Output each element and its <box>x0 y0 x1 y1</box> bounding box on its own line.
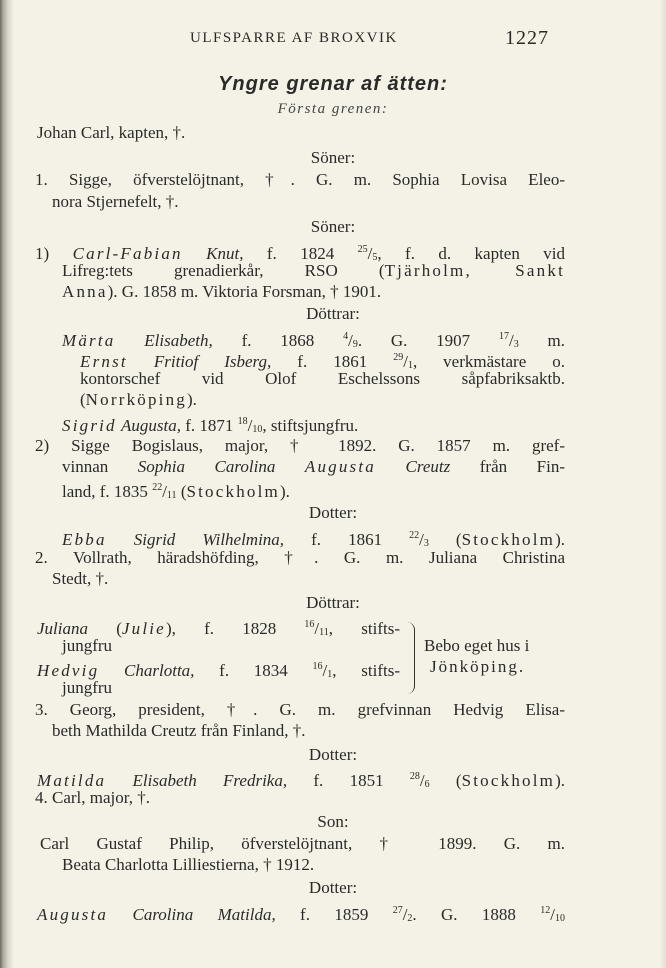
text-segment: Tjärholm, Sankt <box>384 261 566 280</box>
text-line <box>80 390 197 410</box>
section-heading <box>0 593 666 613</box>
text-segment: land, f. 1835 <box>62 482 153 501</box>
text-segment: Anna <box>62 282 108 301</box>
text-segment: Son: <box>317 812 349 831</box>
text-segment <box>107 530 134 549</box>
text-segment: / <box>403 352 408 371</box>
text-line <box>52 192 179 212</box>
text-segment: Beata Charlotta Lilliestierna, † 1912. <box>62 855 315 874</box>
text-segment: / <box>367 244 373 263</box>
text-line <box>80 369 565 389</box>
text-segment: Hedvig <box>37 661 100 680</box>
text-segment: ). <box>279 482 290 501</box>
text-segment: Sigrid Wilhelmina, <box>133 530 285 549</box>
date-fraction: 11 <box>166 490 177 501</box>
text-segment: Ernst <box>80 352 128 371</box>
text-segment: Sophia Carolina <box>137 457 276 476</box>
text-line <box>35 436 565 456</box>
side-note-line-1: Bebo eget hus i <box>424 636 530 655</box>
text-segment: f. 1834 <box>194 661 313 680</box>
section-heading <box>0 98 666 119</box>
date-fraction: 16 <box>312 661 323 672</box>
section-heading <box>0 878 666 898</box>
date-fraction: 11 <box>319 627 329 638</box>
date-fraction: 16 <box>304 619 315 630</box>
text-segment: Första grenen: <box>277 101 389 117</box>
date-fraction: 3 <box>513 339 519 350</box>
text-segment: / <box>550 905 555 924</box>
section-heading <box>0 217 666 237</box>
text-segment: ( <box>428 530 462 549</box>
text-segment: m. <box>518 331 565 350</box>
section-heading <box>0 745 666 765</box>
text-segment: Elisabeth Fredrika, <box>132 771 288 790</box>
date-fraction: 28 <box>409 771 420 782</box>
text-segment: Yngre grenar af ätten: <box>218 73 448 95</box>
text-segment: Stockholm <box>186 482 280 501</box>
page-number: 1227 <box>505 27 549 49</box>
date-fraction: 2 <box>407 913 413 924</box>
text-line <box>37 123 185 143</box>
text-segment: Elisabeth, <box>144 331 213 350</box>
text-segment: 4. Carl, major, †. <box>35 788 150 807</box>
date-fraction: 17 <box>498 331 509 342</box>
text-segment: Stedt, †. <box>52 569 109 588</box>
text-segment: / <box>314 619 320 638</box>
text-segment: Johan Carl, kapten, †. <box>37 123 186 142</box>
text-segment: kontorschef vid Olof Eschelssons såpfabriksaktb. <box>80 369 565 388</box>
date-fraction: 3 <box>423 538 429 549</box>
date-fraction: 1 <box>407 360 413 371</box>
text-segment: f. 1861 <box>284 530 410 549</box>
text-segment: Dotter: <box>308 503 358 522</box>
text-segment: f. 1861 <box>271 352 394 371</box>
text-segment: Märta <box>62 331 116 350</box>
text-segment: ). <box>187 390 197 409</box>
text-segment: jungfru <box>62 636 113 655</box>
text-segment: jungfru <box>62 678 113 697</box>
date-fraction: 12 <box>540 905 551 916</box>
text-segment: / <box>322 661 328 680</box>
text-segment: Carolina Matilda, <box>132 905 276 924</box>
text-segment: , stifts- <box>332 661 400 680</box>
text-segment: 3. Georg, president, †. G. m. grefvinnan Hedvig Elisa- <box>35 700 565 719</box>
section-heading <box>0 148 666 168</box>
text-segment: Charlotta, <box>124 661 195 680</box>
date-fraction: 10 <box>252 424 263 435</box>
text-segment: Stockholm <box>461 771 556 790</box>
text-segment: ( <box>176 482 187 501</box>
running-title: ULFSPARRE AF BROXVIK <box>190 30 398 46</box>
text-segment: Augusta, <box>121 416 181 435</box>
text-segment: Sigrid <box>62 416 117 435</box>
text-segment: f. 1868 <box>212 331 344 350</box>
text-segment: Augusta <box>304 457 376 476</box>
text-segment: Lifreg:tets grenadierkår, RSO ( <box>62 261 385 280</box>
text-segment: / <box>402 905 408 924</box>
text-segment: f. 1859 <box>275 905 393 924</box>
text-segment: Dotter: <box>308 745 358 764</box>
text-segment: ). <box>555 530 565 549</box>
text-segment: , stiftsjungfru. <box>262 416 359 435</box>
text-segment: , verkmästare o. <box>412 352 565 371</box>
text-segment: ). G. 1858 m. Viktoria Forsman, † 1901. <box>107 282 382 301</box>
text-segment: f. 1824 <box>243 244 358 263</box>
section-heading <box>0 74 666 95</box>
text-segment: Knut, <box>206 244 244 263</box>
text-segment: ( <box>429 771 462 790</box>
text-segment: / <box>508 331 514 350</box>
text-segment <box>275 457 305 476</box>
text-segment: Söner: <box>310 148 356 167</box>
text-segment: Stockholm <box>461 530 556 549</box>
section-heading <box>0 503 666 523</box>
text-segment: Augusta <box>37 905 109 924</box>
text-line <box>62 678 112 698</box>
text-segment: 2) Sigge Bogislaus, major, † 1892. G. 1857 m. gref- <box>35 436 565 455</box>
text-segment: , stifts- <box>328 619 400 638</box>
text-segment: ( <box>88 619 122 638</box>
text-line <box>35 170 565 190</box>
date-fraction: 1 <box>327 669 333 680</box>
date-fraction: 27 <box>392 905 403 916</box>
text-segment: Creutz <box>405 457 451 476</box>
text-segment: Söner: <box>310 217 356 236</box>
date-fraction: 25 <box>357 244 368 255</box>
date-fraction: 4 <box>343 331 349 342</box>
section-heading <box>0 304 666 324</box>
text-line <box>52 721 306 741</box>
text-segment: vinnan <box>62 457 138 476</box>
text-segment: / <box>162 482 167 501</box>
text-line <box>62 457 565 477</box>
date-fraction: 29 <box>393 352 404 363</box>
text-segment: . G. 1888 <box>412 905 541 924</box>
date-fraction: 9 <box>352 339 358 350</box>
text-segment: ). <box>555 771 565 790</box>
text-segment: ), f. 1828 <box>165 619 305 638</box>
text-segment: Fritiof Isberg, <box>153 352 272 371</box>
text-segment: , f. d. kapten vid <box>377 244 565 263</box>
text-line <box>62 478 290 506</box>
text-segment: Döttrar: <box>306 593 360 612</box>
date-fraction: 5 <box>372 252 378 263</box>
text-line <box>40 834 565 854</box>
text-segment: Matilda <box>37 771 107 790</box>
text-line <box>62 636 112 656</box>
text-line <box>62 855 314 875</box>
date-fraction: 22 <box>409 530 420 541</box>
text-segment <box>108 905 132 924</box>
text-segment <box>376 457 406 476</box>
text-segment: Döttrar: <box>306 304 360 323</box>
date-fraction: 22 <box>152 482 163 493</box>
text-segment: ( <box>80 390 86 409</box>
text-segment: Juliana <box>37 619 88 638</box>
text-segment: nora Stjernefelt, †. <box>52 192 179 211</box>
text-line <box>62 261 565 281</box>
text-segment: / <box>419 530 424 549</box>
text-segment: / <box>348 331 353 350</box>
text-segment: 1) <box>35 244 73 263</box>
text-line <box>37 901 565 929</box>
text-segment: Dotter: <box>308 878 358 897</box>
text-segment: f. 1871 <box>181 416 238 435</box>
text-segment: f. 1851 <box>287 771 410 790</box>
side-note-line-2: Jönköping. <box>430 657 526 676</box>
section-heading <box>0 812 666 832</box>
text-line <box>35 788 150 808</box>
text-segment: beth Mathilda Creutz från Finland, †. <box>52 721 306 740</box>
text-segment: Carl-Fabian <box>72 244 183 263</box>
text-segment: Norrköping <box>85 390 187 409</box>
text-line <box>35 548 565 568</box>
text-segment: från Fin- <box>450 457 565 476</box>
text-segment: 1. Sigge, öfverstelöjtnant, †. G. m. Sophia Lovisa Eleo- <box>35 170 565 189</box>
text-segment: / <box>247 416 253 435</box>
date-fraction: 18 <box>237 416 248 427</box>
text-line <box>62 282 381 302</box>
text-segment: Ebba <box>62 530 107 549</box>
text-segment: 2. Vollrath, häradshöfding, †. G. m. Juliana Christina <box>35 548 565 567</box>
text-segment: . G. 1907 <box>357 331 499 350</box>
date-fraction: 10 <box>555 913 565 924</box>
text-segment: Julie <box>121 619 166 638</box>
text-line <box>52 569 108 589</box>
date-fraction: 6 <box>424 779 430 790</box>
text-line <box>35 700 565 720</box>
brace <box>404 622 415 694</box>
text-segment: / <box>419 771 425 790</box>
text-segment: Carl Gustaf Philip, öfverstelöjtnant, † 1899. G. m. <box>40 834 565 853</box>
